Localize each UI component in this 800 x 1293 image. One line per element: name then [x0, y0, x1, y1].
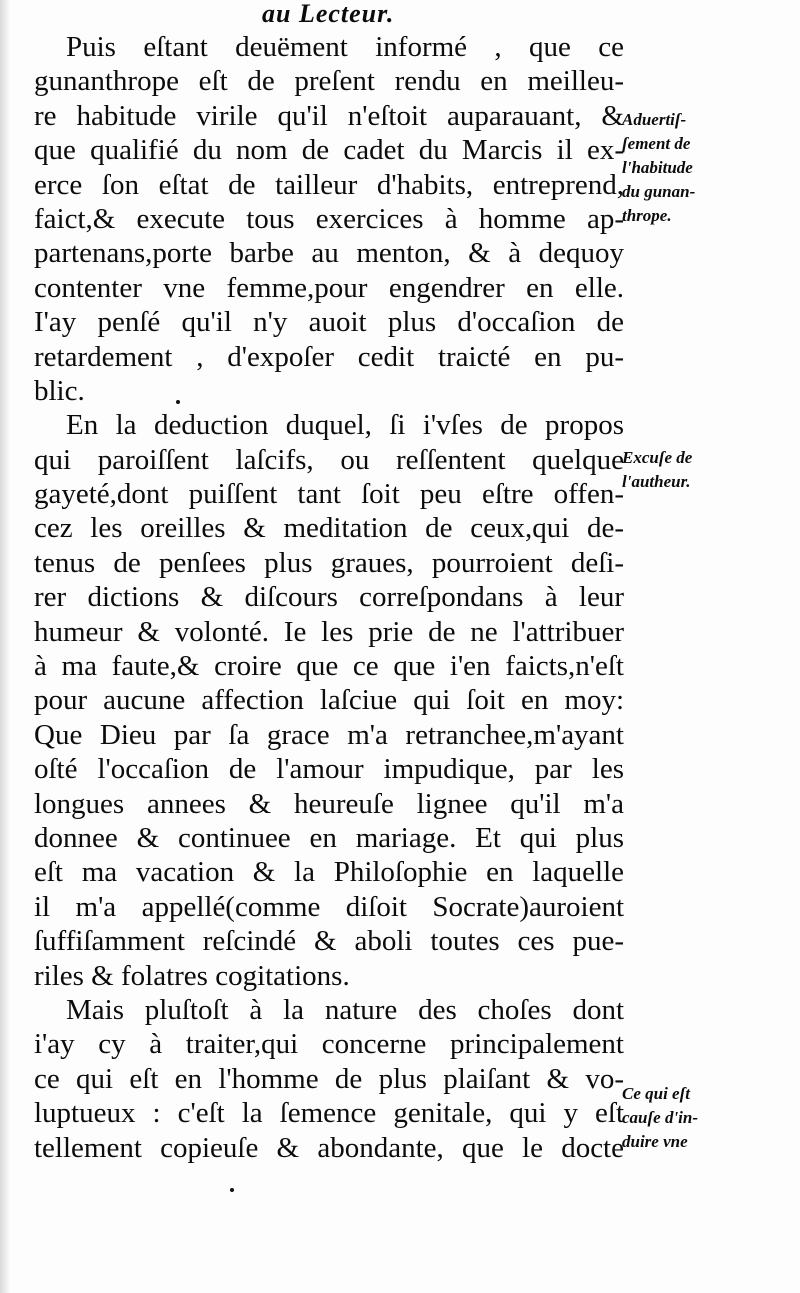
- running-head: au Lecteur.: [262, 0, 395, 28]
- text-line: longues annees & heureuſe lignee qu'il m'a: [34, 787, 624, 820]
- margin-note-excuse: [622, 446, 737, 494]
- text-line: gayeté,dont puiſſent tant ſoit peu eſtre offen-: [34, 478, 624, 511]
- note-line: ſement de: [622, 134, 691, 153]
- text-line: qui paroiſſent laſcifs, ou reſſentent quelque: [34, 443, 624, 476]
- text-line: partenans,porte barbe au menton, & à dequoy: [34, 237, 624, 270]
- text-line: blic.: [34, 374, 85, 407]
- margin-note-aduertissement: [622, 108, 737, 228]
- text-line: riles & folatres cogitations.: [34, 959, 350, 992]
- note-line: l'habitude: [622, 158, 693, 177]
- text-line: Puis eſtant deuëment informé , que ce: [66, 31, 624, 63]
- text-line: pour aucune affection laſciue qui ſoit en moy:: [34, 684, 624, 717]
- text-line: I'ay penſé qu'il n'y auoit plus d'occaſion de: [34, 306, 624, 339]
- text-line: tellement copieuſe & abondante, que le docte: [34, 1131, 624, 1164]
- note-line: l'autheur.: [622, 472, 691, 491]
- text-line: oſté l'occaſion de l'amour impudique, par les: [34, 753, 624, 786]
- note-line: du gunan-: [622, 182, 696, 201]
- text-line: à ma faute,& croire que ce que i'en faicts,n'eſt: [34, 650, 624, 683]
- paragraph-2: [34, 408, 624, 993]
- text-line: faict,& execute tous exercices à homme ap-: [34, 202, 624, 235]
- text-line: eſt ma vacation & la Philoſophie en laquelle: [34, 856, 624, 889]
- text-line: i'ay cy à traiter,qui concerne principalement: [34, 1028, 624, 1061]
- text-line: rer dictions & diſcours correſpondans à leur: [34, 581, 624, 614]
- text-line: tenus de penſees plus graues, pourroient deſi-: [34, 546, 624, 579]
- text-line: humeur & volonté. Ie les prie de ne l'attribuer: [34, 615, 624, 648]
- note-line: Aduertiſ-: [622, 110, 687, 129]
- text-line: donnee & continuee en mariage. Et qui plus: [34, 821, 624, 854]
- text-line: que qualifié du nom de cadet du Marcis il ex-: [34, 134, 624, 167]
- paragraph-1: [34, 30, 624, 408]
- note-line: cauſe d'in-: [622, 1108, 699, 1127]
- paragraph-3: [34, 993, 624, 1165]
- text-line: gunanthrope eſt de preſent rendu en meilleu-: [34, 65, 624, 98]
- text-line: Mais pluſtoſt à la nature des choſes dont: [66, 993, 624, 1026]
- text-line: contenter vne femme,pour engendrer en elle.: [34, 271, 624, 304]
- margin-note-cause: [622, 1082, 737, 1154]
- page-gutter-shadow: [0, 0, 10, 1293]
- ink-speck: [230, 1188, 234, 1192]
- text-line: ce qui eſt en l'homme de plus plaiſant & vo-: [34, 1062, 624, 1095]
- text-line: luptueux : c'eſt la ſemence genitale, qui y eſt: [34, 1097, 624, 1130]
- text-line: cez les oreilles & meditation de ceux,qui de-: [34, 512, 624, 545]
- text-line: il m'a appellé(comme diſoit Socrate)auroient: [34, 890, 624, 923]
- note-line: duire vne: [622, 1132, 688, 1151]
- text-line: En la deduction duquel, ſi i'vſes de propos: [66, 409, 624, 442]
- note-line: Excuſe de: [622, 448, 693, 467]
- note-line: thrope.: [622, 206, 672, 225]
- text-line: re habitude virile qu'il n'eſtoit auparauant, &: [34, 99, 624, 132]
- text-line: ſuffiſamment reſcindé & aboli toutes ces pue-: [34, 925, 624, 958]
- main-text: [34, 30, 624, 1165]
- text-line: Que Dieu par ſa grace m'a retranchee,m'ayant: [34, 718, 624, 751]
- text-line: retardement , d'expoſer cedit traicté en pu-: [34, 340, 624, 373]
- ink-speck: [176, 400, 180, 404]
- note-line: Ce qui eſt: [622, 1084, 690, 1103]
- text-line: erce ſon eſtat de tailleur d'habits, entreprend,: [34, 168, 624, 201]
